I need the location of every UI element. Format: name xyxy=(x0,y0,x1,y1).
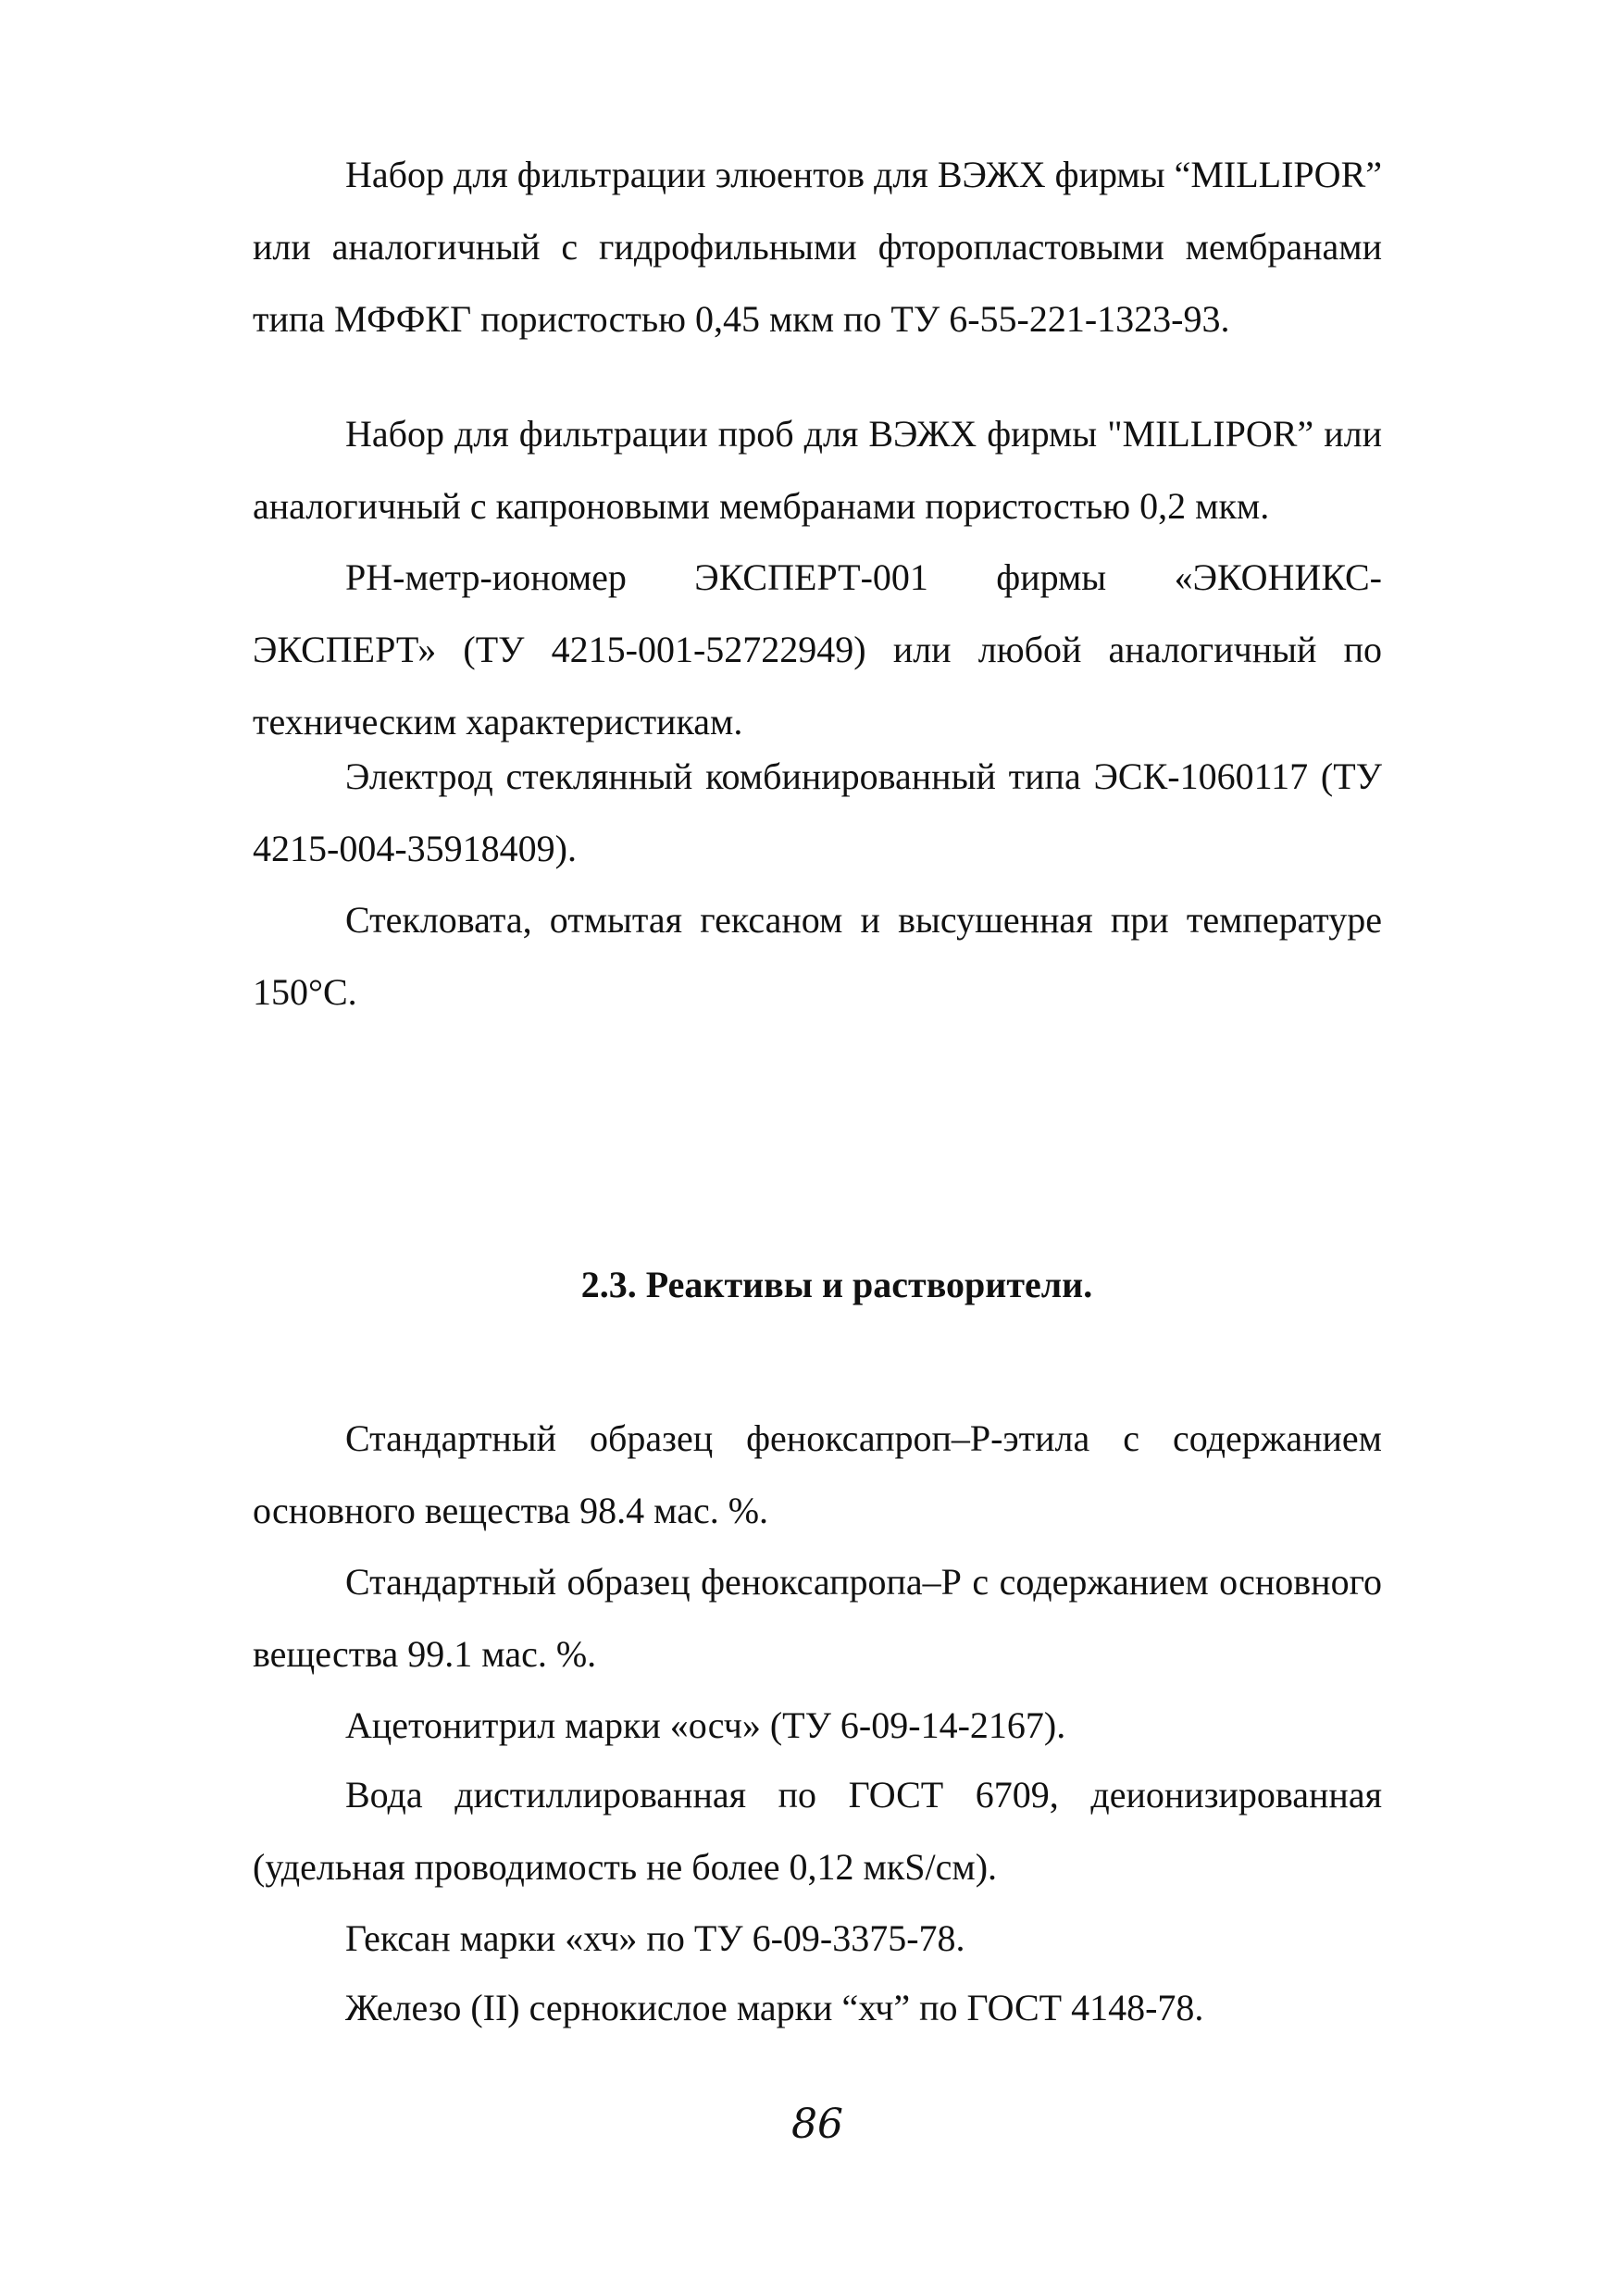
page-number: 86 xyxy=(791,2101,843,2148)
paragraph-text: Вода дистиллированная по ГОСТ 6709, деионизированная (удельная проводимость не более 0,12 мкS/см). xyxy=(253,1774,1382,1888)
section-heading: 2.3. Реактивы и растворители. xyxy=(580,1264,1093,1305)
paragraph-text: РН-метр-иономер ЭКСПЕРТ-001 фирмы «ЭКОНИКС-ЭКСПЕРТ» (ТУ 4215-001-52722949) или любой аналогичный по техническим характеристикам. xyxy=(253,556,1382,742)
paragraph-text: Электрод стеклянный комбинированный типа ЭСК-1060117 (ТУ 4215-004-35918409). xyxy=(253,755,1382,869)
paragraph-text: Стандартный образец феноксапропа–Р с содержанием основного вещества 99.1 мас. %. xyxy=(253,1561,1382,1675)
paragraph-ph-meter xyxy=(253,542,1382,758)
paragraph-electrode xyxy=(253,741,1382,885)
paragraph-glass-wool xyxy=(253,884,1382,1029)
paragraph-text: Железо (II) сернокислое марки “хч” по ГОСТ 4148-78. xyxy=(345,1987,1204,2028)
paragraph-text: Гексан марки «хч» по ТУ 6-09-3375-78. xyxy=(345,1917,965,1959)
paragraph-filter-eluents xyxy=(253,139,1382,356)
paragraph-text: Набор для фильтрации элюентов для ВЭЖХ фирмы “MILLIPOR” или аналогичный с гидрофильными фторопластовыми мембранами типа МФФКГ пористостью 0,45 мкм по ТУ 6-55-221-1323-93. xyxy=(253,154,1382,340)
paragraph-water xyxy=(253,1759,1382,1903)
paragraph-acetonitrile xyxy=(253,1690,1382,1762)
paragraph-standard-ethyl xyxy=(253,1403,1382,1547)
paragraph-text: Стекловата, отмытая гексаном и высушенная при температуре 150°С. xyxy=(253,899,1382,1013)
paragraph-filter-samples xyxy=(253,398,1382,543)
paragraph-hexane xyxy=(253,1903,1382,1975)
paragraph-text: Ацетонитрил марки «осч» (ТУ 6-09-14-2167). xyxy=(345,1704,1066,1746)
paragraph-text: Стандартный образец феноксапроп–Р-этила с содержанием основного вещества 98.4 мас. %. xyxy=(253,1417,1382,1531)
paragraph-iron-sulfate xyxy=(253,1972,1382,2044)
paragraph-standard-acid xyxy=(253,1546,1382,1691)
paragraph-text: Набор для фильтрации проб для ВЭЖХ фирмы "MILLIPOR” или аналогичный с капроновыми мембранами пористостью 0,2 мкм. xyxy=(253,413,1382,527)
